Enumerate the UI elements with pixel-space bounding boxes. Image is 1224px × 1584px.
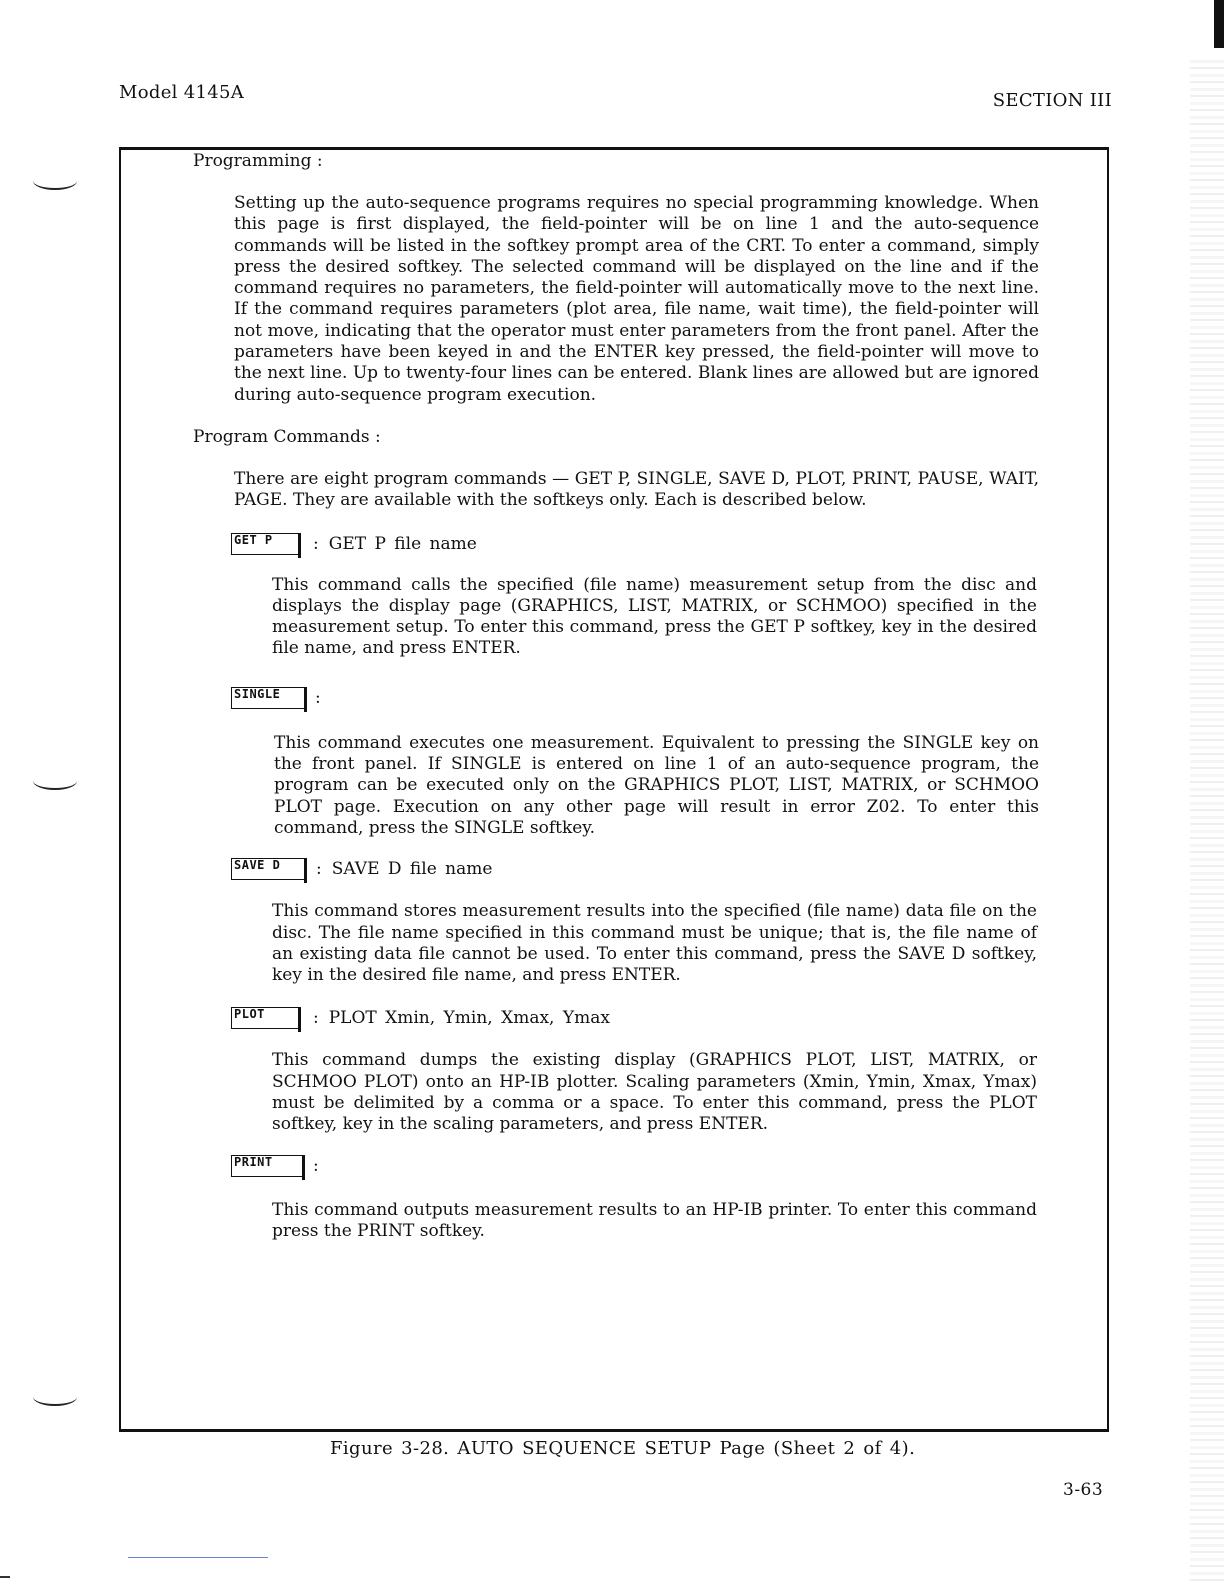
softkey-edge [298,548,301,558]
command-separator: : [315,687,321,708]
softkey-label: PLOT [234,1007,265,1022]
command-plot [231,1004,1039,1032]
softkey-save-d [231,858,307,880]
softkey-print [231,1155,305,1177]
scan-corner-mark [0,1576,10,1578]
softkey-edge [304,702,307,712]
command-syntax: PLOT Xmin, Ymin, Xmax, Ymax [328,1008,610,1029]
softkey-label: SAVE D [234,858,281,873]
softkey-edge [304,873,307,883]
scan-edge-noise [1190,60,1224,1584]
command-description: This command calls the specified (file name) measurement setup from the disc and displays the display page (GRAPHICS, LIST, MATRIX, or SCHMOO) specified in the measurement setup. To enter this command, press the GET P softkey, key in the desired file name, and press ENTER. [272,574,1037,659]
command-description: This command dumps the existing display (GRAPHICS PLOT, LIST, MATRIX, or SCHMOO PLOT) onto an HP-IB plotter. Scaling parameters (Xmin, Ymin, Xmax, Ymax) must be delimited by a comma or a space. To enter this command, press the PLOT softkey, key in the scaling parameters, and press ENTER. [272,1050,1037,1135]
softkey-label: SINGLE [234,686,281,701]
command-description: This command stores measurement results into the specified (file name) data file on the disc. The file name specified in this command must be unique; that is, the file name of an existing data file cannot be used. To enter this command, press the SAVE D softkey, key in the desired file name, and press ENTER. [272,901,1037,986]
command-separator: : [313,533,319,554]
binding-hole-mark [33,172,77,190]
header-model: Model 4145A [119,82,245,103]
scan-edge-mark [1214,0,1224,48]
command-save-d [231,855,1039,883]
command-print [231,1152,1039,1180]
command-syntax: GET P file name [328,533,477,554]
figure-frame [119,147,1109,1432]
softkey-plot [231,1007,301,1029]
command-description: This command executes one measurement. Equivalent to pressing the SINGLE key on the front panel. If SINGLE is entered on line 1 of an auto-sequence program, the program can be executed only on the GRAPHICS PLOT, LIST, MATRIX, or SCHMOO PLOT page. Execution on any other page will result in error Z02. To enter this command, press the SINGLE softkey. [274,732,1039,838]
program-commands-heading: Program Commands : [193,426,381,447]
softkey-single [231,687,307,709]
programming-body: Setting up the auto-sequence programs requires no special programming knowledge. When this page is first displayed, the field-pointer will be on line 1 and the auto-sequence commands will be listed in the softkey prompt area of the CRT. To enter a command, simply press the desired softkey. The selected command will be displayed on the line and if the command requires no parameters, the field-pointer will automatically move to the next line. If the command requires parameters (plot area, file name, wait time), the field-pointer will not move, indicating that the operator must enter parameters from the front panel. After the parameters have been keyed in and the ENTER key pressed, the field-pointer will move to the next line. Up to twenty-four lines can be entered. Blank lines are allowed but are ignored during auto-sequence program execution. [234,193,1039,405]
softkey-get-p [231,533,301,555]
binding-hole-mark [33,1388,77,1406]
command-description: This command outputs measurement results to an HP-IB printer. To enter this command press the PRINT softkey. [272,1199,1037,1241]
softkey-edge [298,1022,301,1032]
softkey-edge [302,1170,305,1180]
programming-heading: Programming : [193,151,323,171]
scan-artifact-line [128,1557,268,1558]
command-separator: : [316,859,322,880]
command-syntax: SAVE D file name [331,859,493,880]
command-separator: : [313,1008,319,1029]
command-get-p [231,530,1039,558]
softkey-label: PRINT [234,1154,273,1169]
figure-content [193,150,1039,1242]
binding-hole-mark [33,772,77,790]
command-single [231,684,1039,712]
header-section: SECTION III [992,90,1112,111]
program-commands-intro: There are eight program commands — GET P, SINGLE, SAVE D, PLOT, PRINT, PAUSE, WAIT, PAGE. They are available with the softkeys only. Each is described below. [234,468,1039,511]
figure-caption: Figure 3-28. AUTO SEQUENCE SETUP Page (Sheet 2 of 4). [330,1438,916,1459]
page-number: 3-63 [1063,1480,1104,1500]
command-separator: : [313,1155,319,1176]
softkey-label: GET P [234,532,273,547]
